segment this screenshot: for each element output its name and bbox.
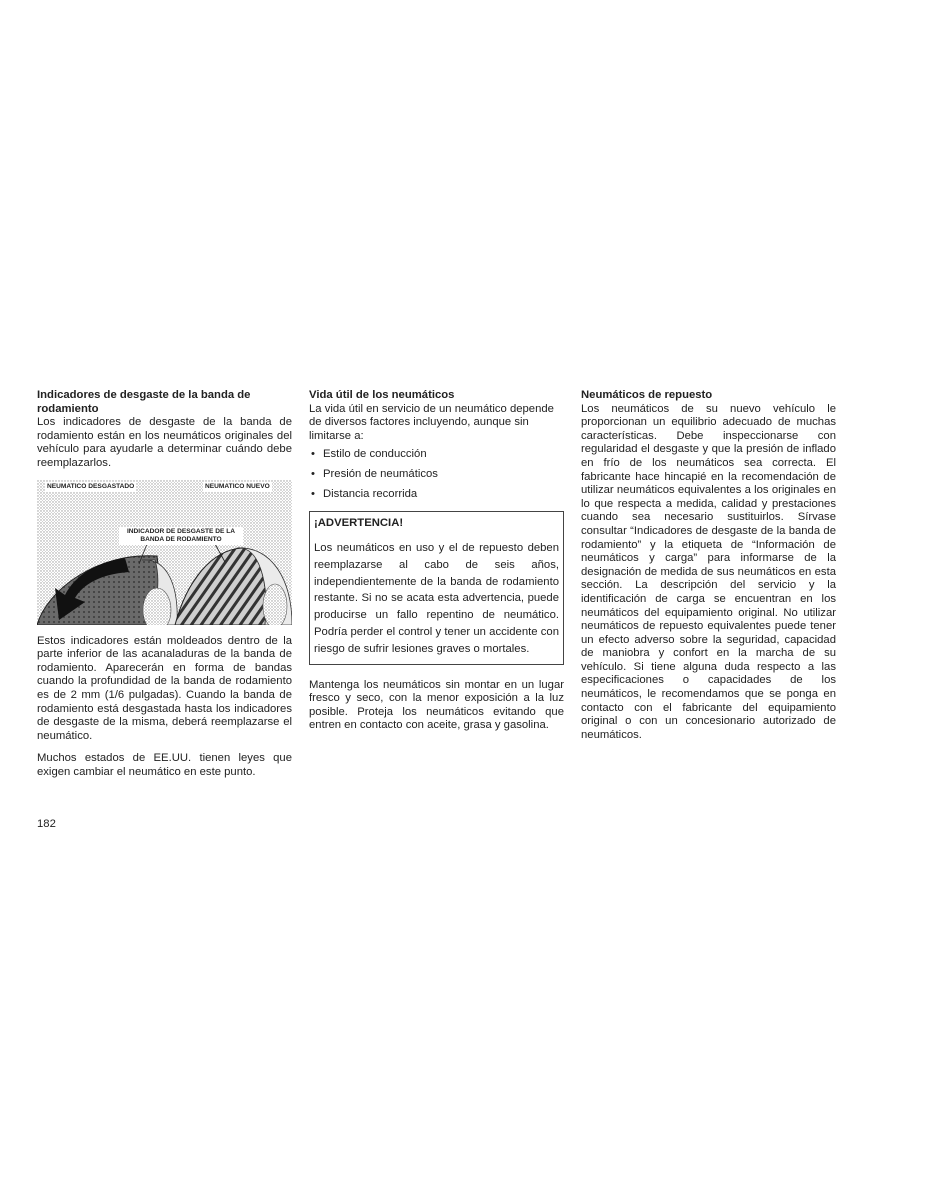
warning-text: Los neumáticos en uso y el de repuesto deben reemplazarse al cabo de seis años, independientemente de la banda de rodamiento restante. Si no se acata esta advertencia, puede producirse un fallo repentino de neumático. Podría perder el control y tener un accidente con riesgo de sufrir lesiones graves o mortales. — [314, 541, 559, 655]
paragraph-indicator-details: Estos indicadores están moldeados dentro de la parte inferior de las acanaladuras de la banda de rodamiento. Aparecerán en forma de bandas cuando la profundidad de la banda de rodamiento es de 2 mm (1/6 pulgadas). Cuando la banda de rodamiento está desgastada hasta los indicadores de desgaste de la misma, deberá reemplazarse el neumático. — [37, 634, 292, 742]
factor-list — [309, 447, 564, 501]
paragraph-state-laws: Muchos estados de EE.UU. tienen leyes que exigen cambiar el neumático en este punto. — [37, 752, 292, 778]
tire-illustration — [37, 480, 292, 625]
tire-wear-figure — [37, 480, 292, 625]
list-item: • Distancia recorrida — [309, 487, 564, 501]
page-number: 182 — [37, 818, 56, 830]
column-tread-wear — [37, 389, 292, 789]
label-new-tire: NEUMATICO NUEVO — [205, 482, 270, 490]
heading-replacement-tires: Neumáticos de repuesto — [581, 389, 713, 401]
heading-tread-wear-indicators: Indicadores de desgaste de la banda de rodamiento — [37, 389, 251, 415]
warning-box — [309, 511, 564, 664]
list-item: • Presión de neumáticos — [309, 467, 564, 481]
column-tire-life — [309, 389, 564, 742]
heading-tire-life: Vida útil de los neumáticos — [309, 389, 455, 401]
column-replacement-tires — [581, 389, 836, 751]
paragraph-storage: Mantenga los neumáticos sin montar en un lugar fresco y seco, con la menor exposición a la luz posible. Proteja los neumáticos evitando que entren en contacto con aceite, grasa y gasolina. — [309, 678, 564, 732]
label-wear-indicator: INDICADOR DE DESGASTE DE LA BANDA DE RODAMIENTO — [119, 527, 243, 545]
list-item: • Estilo de conducción — [309, 447, 564, 461]
label-worn-tire: NEUMATICO DESGASTADO — [47, 482, 135, 490]
paragraph-replacement-tires: Los neumáticos de su nuevo vehículo le proporcionan un equilibrio adecuado de muchas características. Debe inspeccionarse con regularidad el desgaste y que la presión de inflado en frío de los neumáticos sea correcta. El fabricante hace hincapié en la recomendación de utilizar neumáticos equivalentes a los originales en lo que respecta a medida, calidad y prestaciones cuando sea necesario sustituirlos. Sírvase consultar “Indicadores de desgaste de la banda de rodamiento” y la etiqueta de “Información de neumáticos y carga” para informarse de la designación de medida de sus neumáticos en esta sección. La descripción del servicio y la identificación de carga se encuentran en los neumáticos del equipamiento original. No utilizar neumáticos de repuesto equivalentes puede tener un efecto adverso sobre la seguridad, capacidad de maniobra y confort en la marcha de su vehículo. Si tiene alguna duda respecto a las especificaciones o capacidades de los neumáticos, le recomendamos que se ponga en contacto con el fabricante del equipamiento original o con un concesionario autorizado de neumáticos. — [581, 402, 836, 741]
paragraph-intro-indicators: Los indicadores de desgaste de la banda de rodamiento están en los neumáticos originales del vehículo para ayudarle a determinar cuándo debe reemplazarlos. — [37, 416, 292, 469]
paragraph-tire-life-intro: La vida útil en servicio de un neumático depende de diversos factores incluyendo, aunque sin limitarse a: — [309, 402, 554, 442]
warning-title: ¡ADVERTENCIA! — [314, 517, 404, 530]
